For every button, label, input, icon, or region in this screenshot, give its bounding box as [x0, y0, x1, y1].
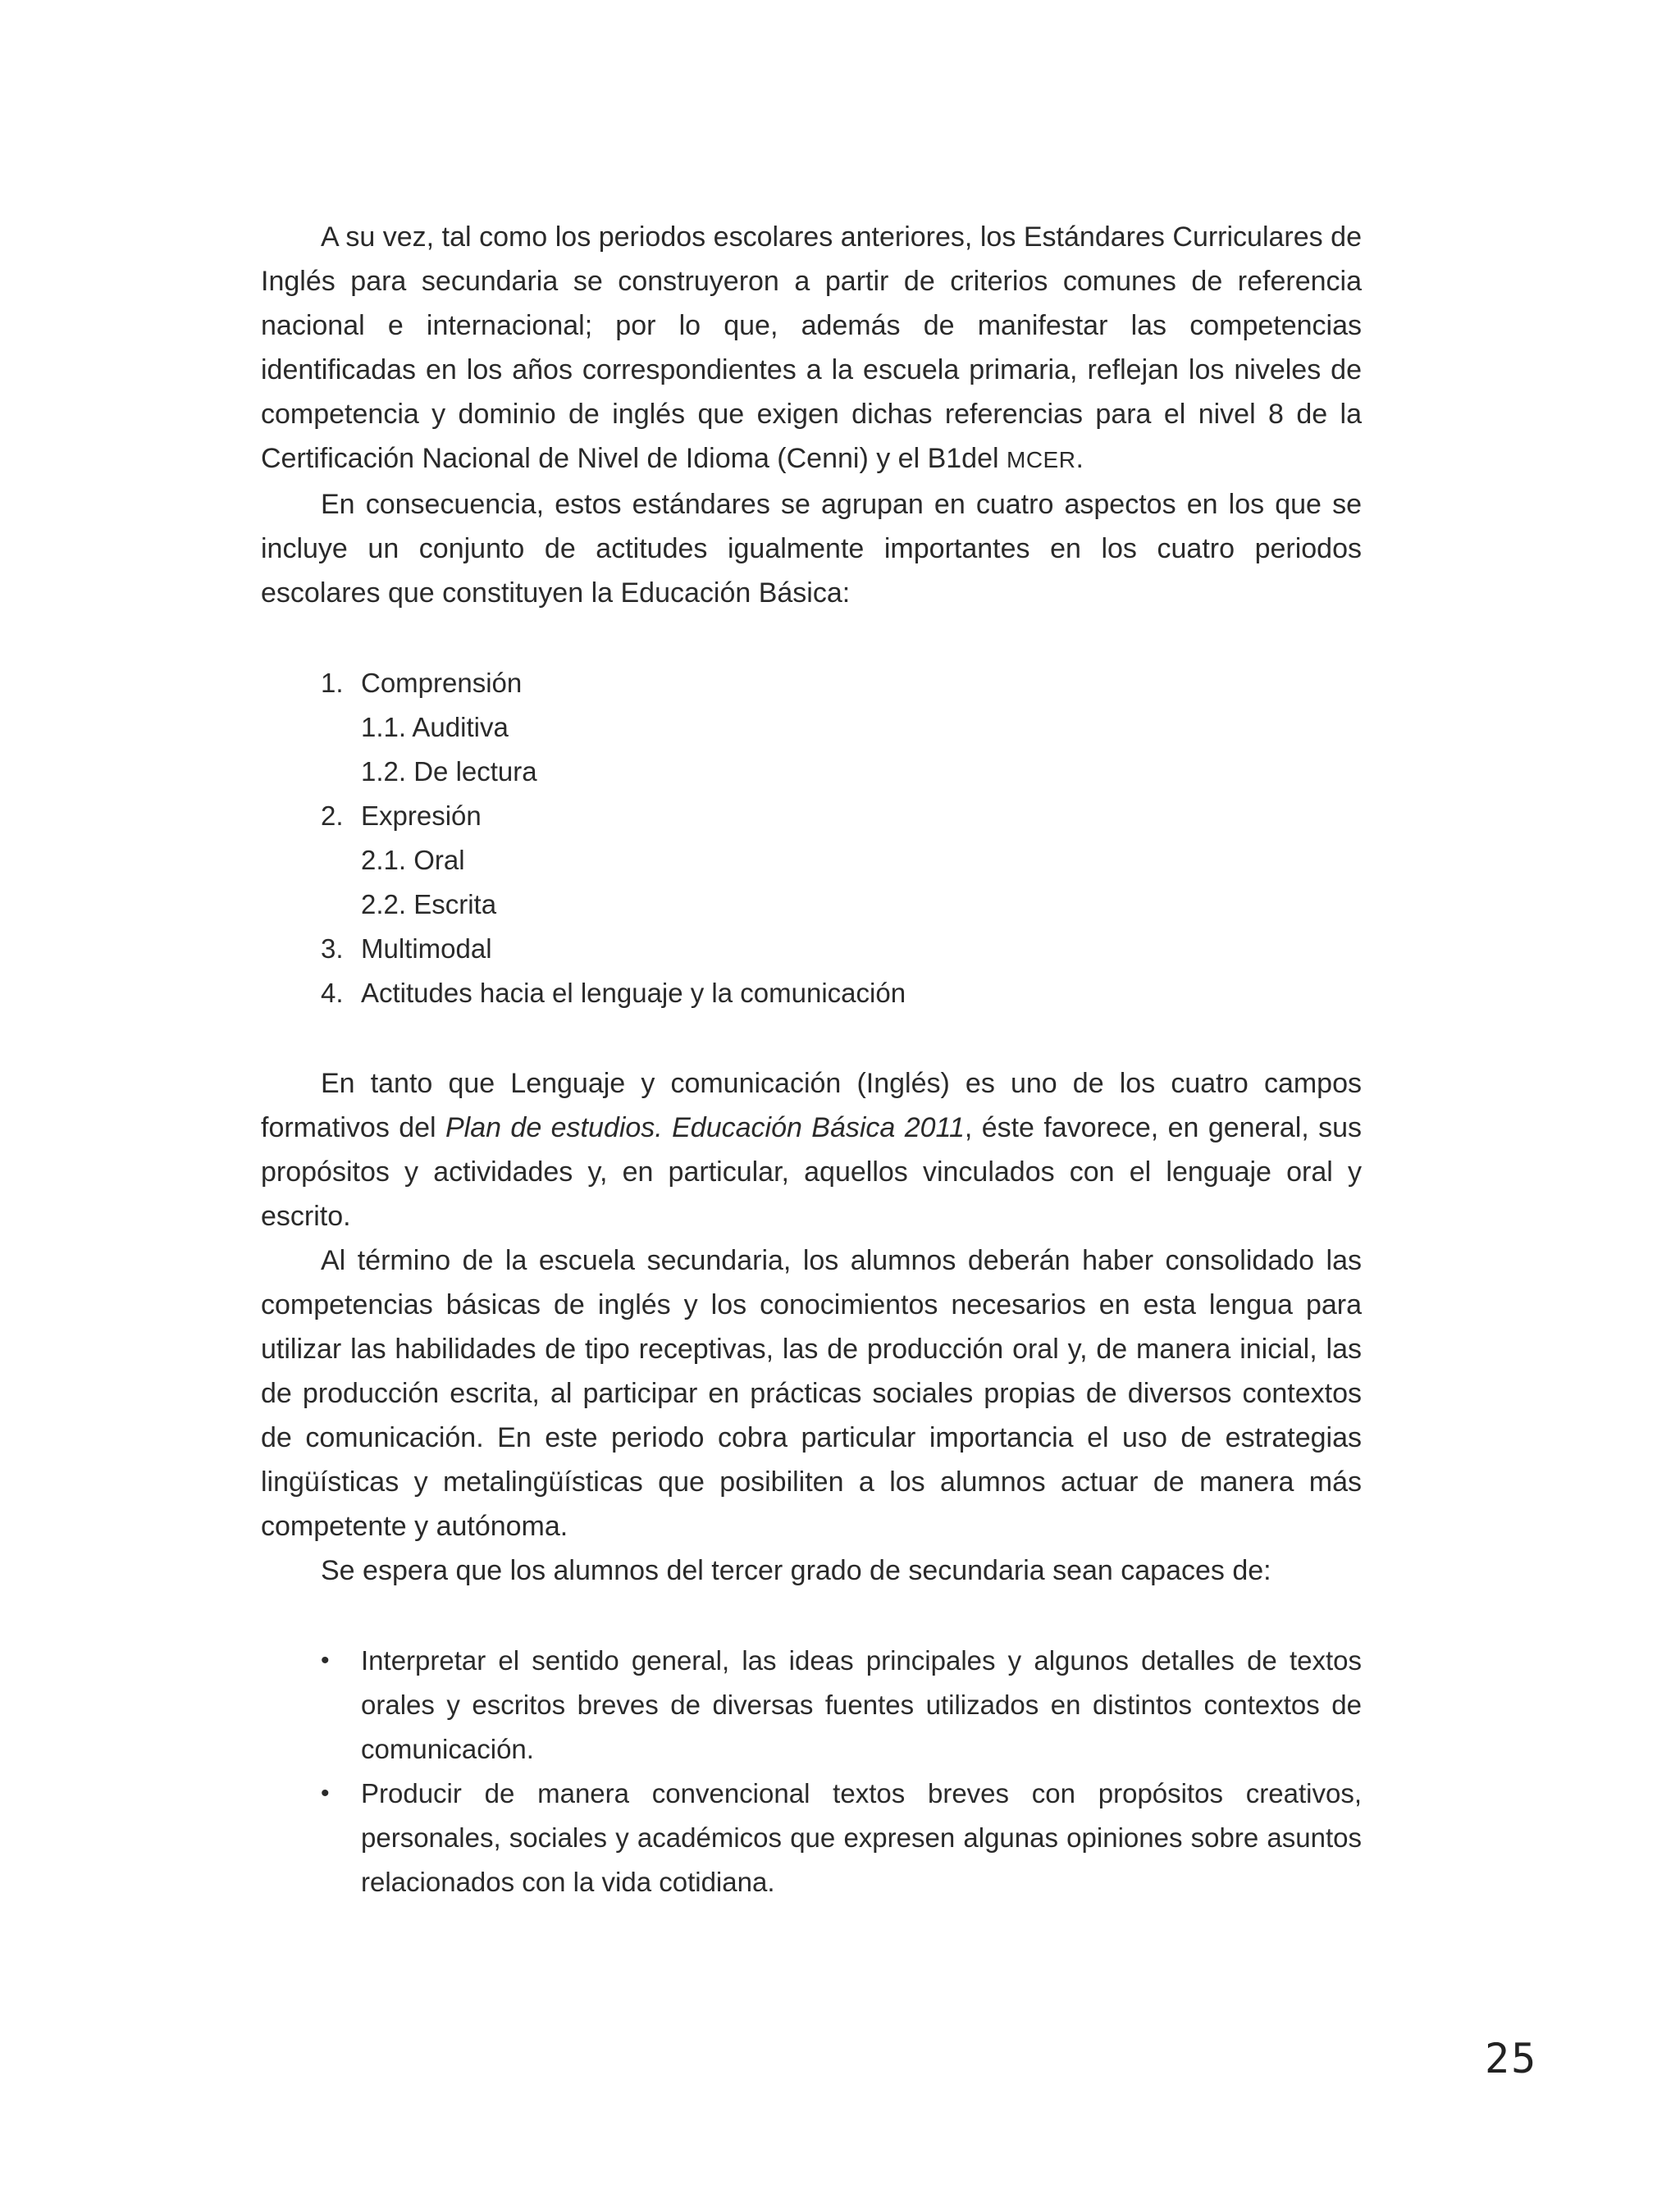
list-label: Actitudes hacia el lenguaje y la comunicación — [361, 978, 906, 1008]
list-number: 3. — [321, 933, 344, 964]
list-number: 4. — [321, 978, 344, 1008]
paragraph-standards-intro-text: A su vez, tal como los periodos escolares anteriores, los Estándares Curriculares de Inglés para secundaria se construyeron a partir de criterios comunes de referencia nacional e internacional; por lo que, además de manifestar las competencias identificadas en los años correspondientes a la escuela primaria, reflejan los niveles de competencia y dominio de inglés que exigen dichas referencias para el nivel 8 de la Certificación Nacional de Nivel de Idioma (Cenni) y el B1del — [261, 221, 1362, 474]
sublist-item-auditiva — [261, 705, 1362, 750]
bullet-item-producir — [261, 1772, 1362, 1904]
sublist-item-escrita — [261, 883, 1362, 927]
sublist-item-oral — [261, 838, 1362, 883]
spacer — [261, 1593, 1362, 1639]
page-number: 25 — [1485, 2035, 1538, 2082]
list-item-multimodal — [261, 927, 1362, 971]
aspects-list — [261, 661, 1362, 1015]
list-item-comprension — [261, 661, 1362, 705]
sublist-label: 1.1. Auditiva — [361, 712, 509, 742]
sublist-item-lectura — [261, 750, 1362, 794]
paragraph-lenguaje-comunicacion — [261, 1061, 1362, 1238]
paragraph-standards-intro — [261, 215, 1362, 482]
spacer — [261, 615, 1362, 661]
list-label: Multimodal — [361, 933, 492, 964]
sublist-label: 1.2. De lectura — [361, 756, 537, 787]
bullet-text: Interpretar el sentido general, las ideas principales y algunos detalles de textos orales y escritos breves de diversas fuentes utilizados en distintos contextos de comunicación. — [361, 1645, 1362, 1764]
expectations-bullet-list — [261, 1639, 1362, 1904]
paragraph-termino-secundaria: Al término de la escuela secundaria, los alumnos deberán haber consolidado las competencias básicas de inglés y los conocimientos necesarios en esta lengua para utilizar las habilidades de tipo receptivas, las de producción oral y, de manera inicial, las de producción escrita, al participar en prácticas sociales propias de diversos contextos de comunicación. En este periodo cobra particular importancia el uso de estrategias lingüísticas y metalingüísticas que posibiliten a los alumnos actuar de manera más competente y autónoma. — [261, 1245, 1362, 1542]
list-label: Expresión — [361, 800, 482, 831]
paragraph-standards-intro-tail: . — [1075, 443, 1084, 474]
paragraph-consequence: En consecuencia, estos estándares se agrupan en cuatro aspectos en los que se incluye un conjunto de actitudes igualmente importantes en los cuatro periodos escolares que constituyen la Educación Básica: — [261, 489, 1362, 609]
bullet-text: Producir de manera convencional textos breves con propósitos creativos, personales, sociales y académicos que expresen algunas opiniones sobre asuntos relacionados con la vida cotidiana. — [361, 1778, 1362, 1897]
paragraph-text: , éste favorece, en general, sus propósitos y actividades y, en particular, aquellos vinculados con el lenguaje oral y escrito. — [261, 1112, 1362, 1232]
paragraph-expectations-intro: Se espera que los alumnos del tercer grado de secundaria sean capaces de: — [321, 1555, 1271, 1586]
page-content — [261, 215, 1362, 1904]
paragraph-text: En tanto que Lenguaje y comunicación (Inglés) es uno de los cuatro campos formativos del — [261, 1068, 1362, 1143]
list-number: 2. — [321, 800, 344, 831]
list-item-expresion — [261, 794, 1362, 838]
list-item-actitudes — [261, 971, 1362, 1015]
bullet-icon: • — [321, 1647, 330, 1674]
sublist-label: 2.1. Oral — [361, 845, 465, 875]
bullet-item-interpretar — [261, 1639, 1362, 1772]
spacer — [261, 1015, 1362, 1061]
list-number: 1. — [321, 668, 344, 698]
plan-de-estudios-title: Plan de estudios. Educación Básica 2011 — [445, 1112, 965, 1143]
bullet-icon: • — [321, 1780, 330, 1807]
sublist-label: 2.2. Escrita — [361, 889, 497, 919]
abbreviation-mcer: MCER — [1007, 447, 1076, 472]
list-label: Comprensión — [361, 668, 523, 698]
